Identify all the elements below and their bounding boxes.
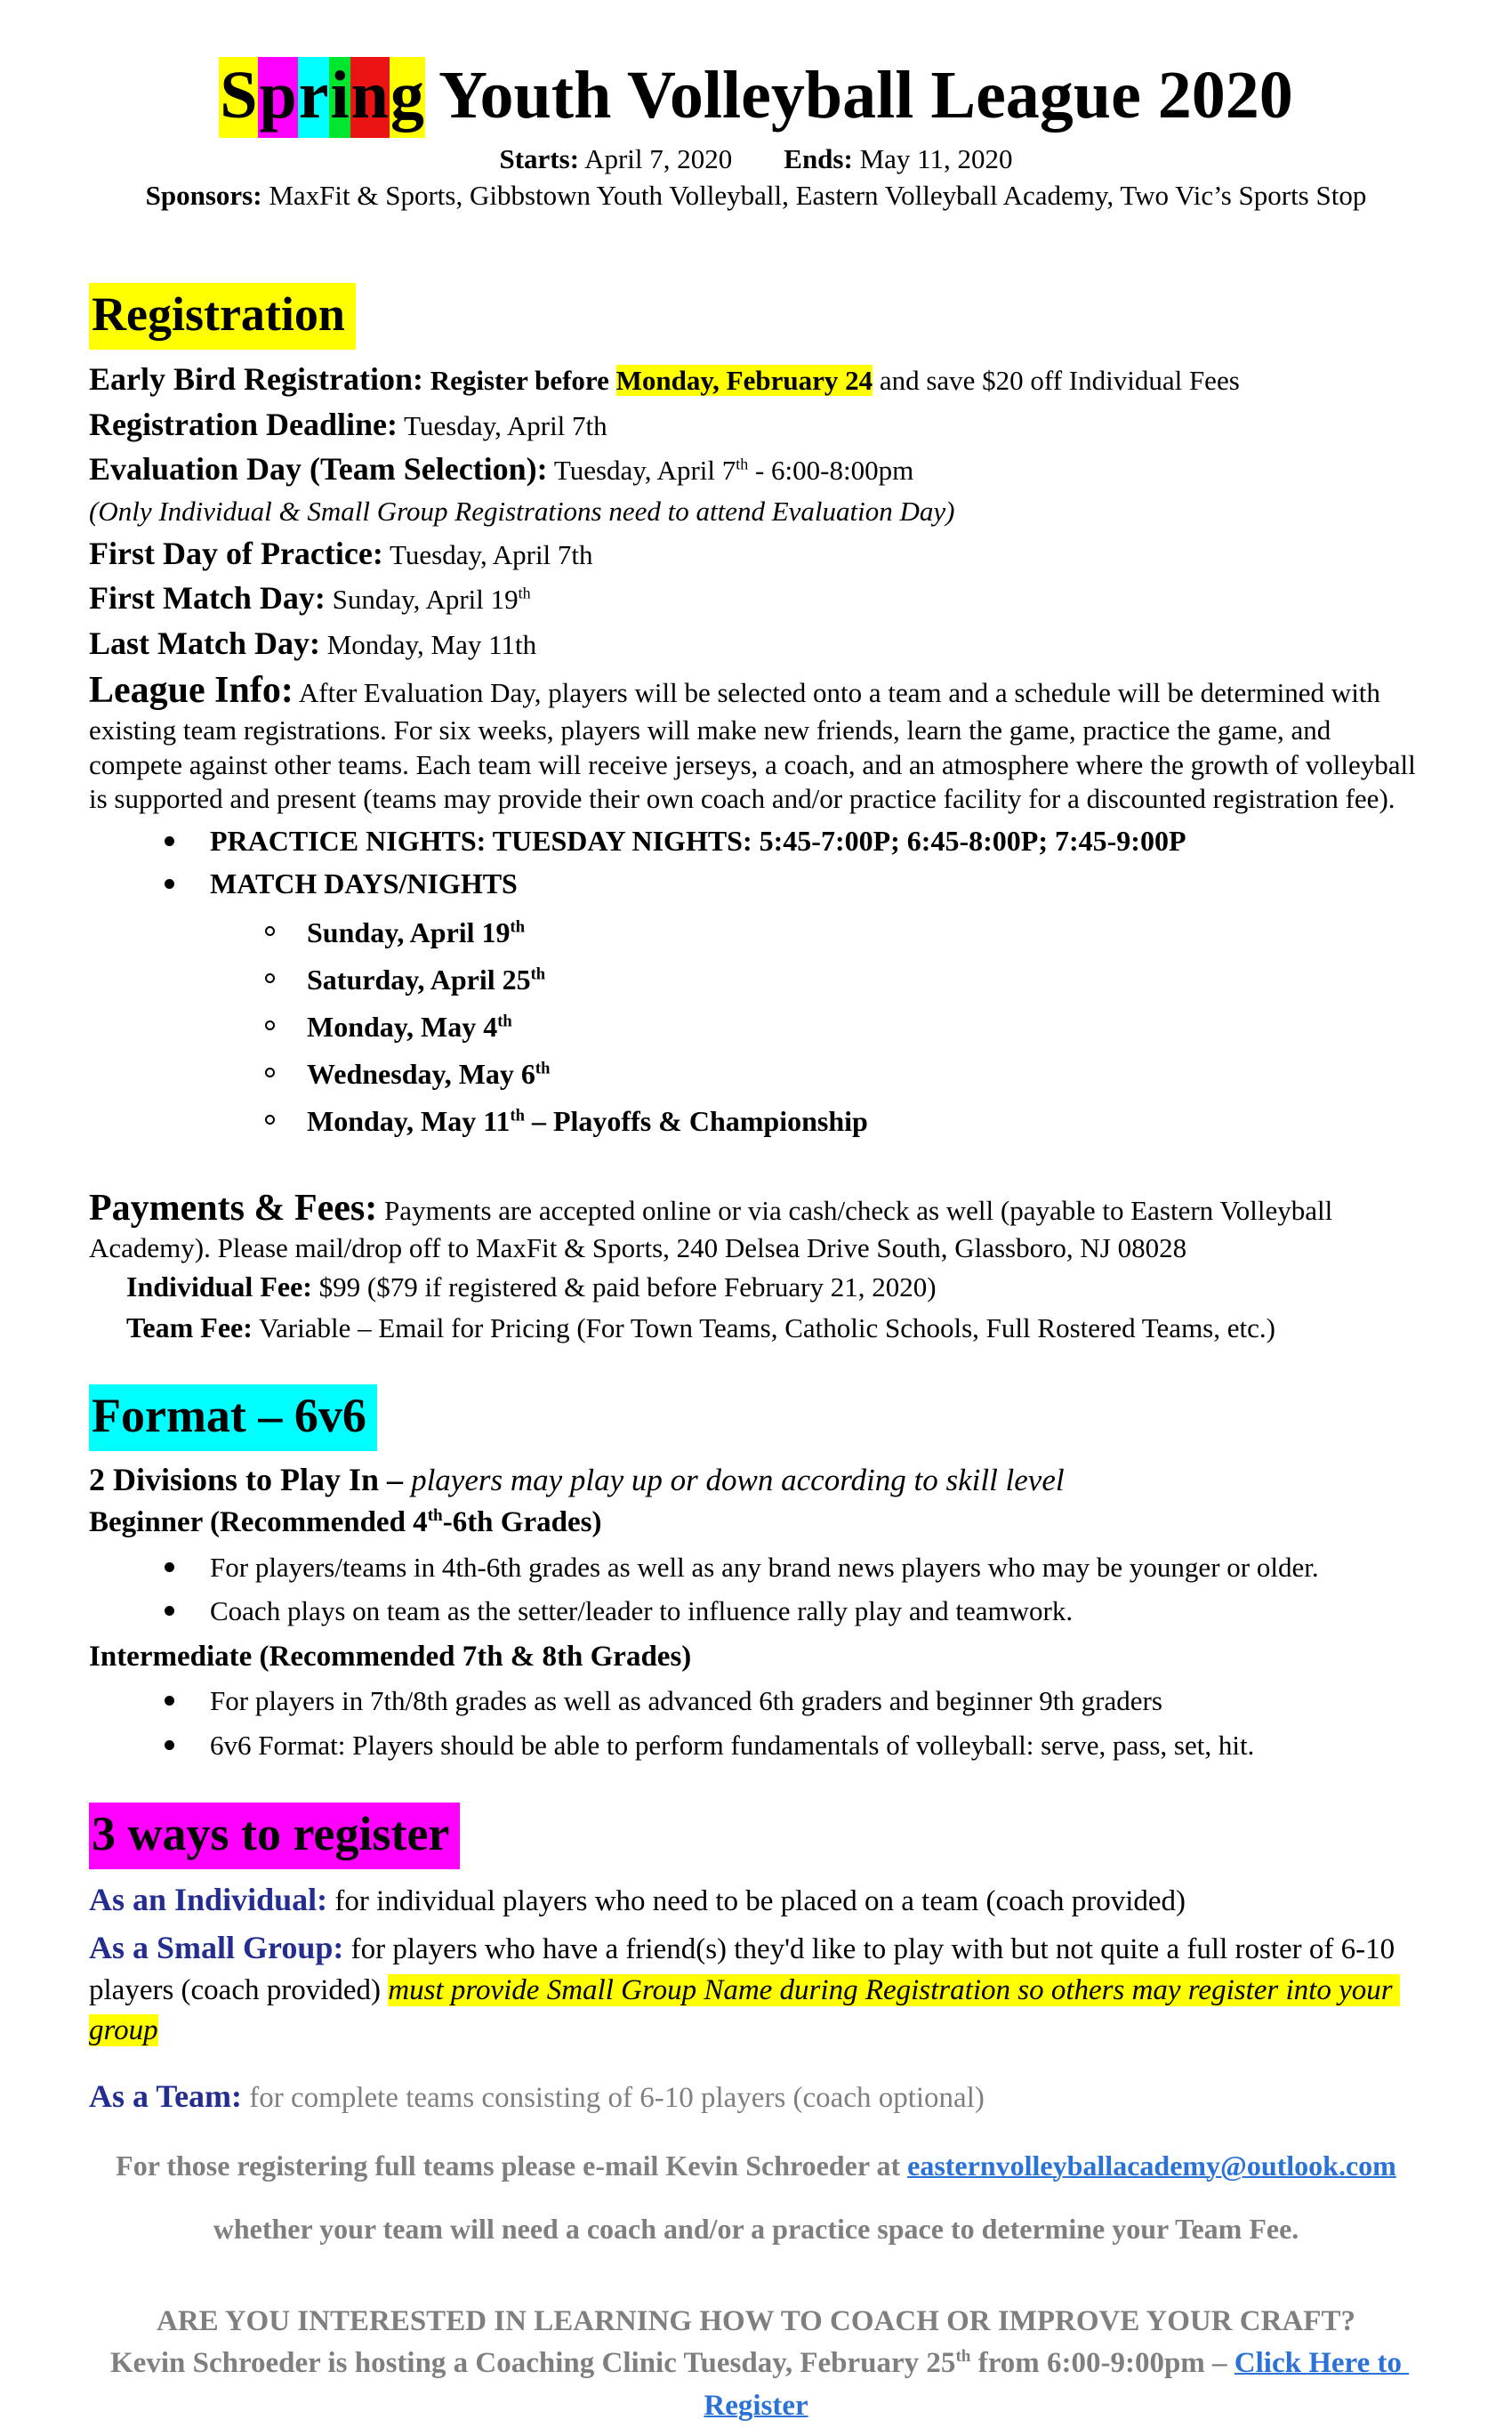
early-bird-line bbox=[89, 359, 1423, 401]
format-heading bbox=[89, 1384, 1423, 1451]
team-fee-line bbox=[89, 1309, 1423, 1347]
first-match-ordinal: th bbox=[518, 584, 531, 602]
register-heading bbox=[89, 1803, 1423, 1869]
beginner-heading bbox=[89, 1504, 1423, 1542]
match-day-date: Wednesday, May 6 bbox=[307, 1057, 535, 1090]
registration-deadline-value: Tuesday, April 7th bbox=[397, 409, 607, 441]
match-day-item bbox=[89, 1103, 1423, 1139]
payments-paragraph bbox=[89, 1185, 1423, 1266]
coaching-clinic-pre: Kevin Schroeder is hosting a Coaching Clinic Tuesday, February 25 bbox=[110, 2347, 956, 2380]
intermediate-bullet-text: 6v6 Format: Players should be able to perform fundamentals of volleyball: serve, pass, set, hit. bbox=[210, 1729, 1255, 1761]
ends-label: Ends: bbox=[784, 143, 853, 175]
practice-nights-bullet bbox=[89, 823, 1423, 860]
evaluation-day-value: Tuesday, April 7 bbox=[547, 455, 736, 487]
match-day-item bbox=[89, 962, 1423, 997]
individual-fee-line bbox=[89, 1268, 1423, 1306]
title-letter: p bbox=[258, 57, 297, 138]
first-match-line bbox=[89, 577, 1423, 620]
early-bird-mid: Register before bbox=[422, 365, 616, 397]
bullet-dot-icon bbox=[165, 1606, 174, 1616]
team-line bbox=[89, 2075, 1423, 2119]
email-link[interactable]: easternvolleyballacademy@outlook.com bbox=[907, 2149, 1396, 2182]
beginner-bullet-text: Coach plays on team as the setter/leader to influence rally play and teamwork. bbox=[210, 1595, 1074, 1627]
match-day-item bbox=[89, 1009, 1423, 1045]
match-day-ordinal: th bbox=[530, 964, 546, 984]
intermediate-bullet-item bbox=[89, 1728, 1423, 1763]
title-letter: g bbox=[390, 57, 425, 138]
payments-text: Payments are accepted online or via cash/check as well (payable to Eastern Volleyball Academy). Please mail/drop off to MaxFit & Sports, 240 Delsea Drive South, Glassboro, NJ 08028 bbox=[89, 1194, 1339, 1263]
team-desc: for complete teams consisting of 6-10 players (coach optional) bbox=[242, 2081, 985, 2114]
match-days-text: MATCH DAYS/NIGHTS bbox=[210, 867, 518, 900]
circle-bullet-icon bbox=[265, 973, 275, 983]
beginner-bullet-item bbox=[89, 1550, 1423, 1585]
small-group-line bbox=[89, 1926, 1423, 2052]
last-match-label: Last Match Day: bbox=[89, 625, 320, 661]
intermediate-heading: Intermediate (Recommended 7th & 8th Grades) bbox=[89, 1640, 692, 1673]
dates-line bbox=[89, 141, 1423, 177]
match-day-item bbox=[89, 915, 1423, 950]
match-day-ordinal: th bbox=[497, 1012, 512, 1031]
sponsors-value: MaxFit & Sports, Gibbstown Youth Volleyball, Eastern Volleyball Academy, Two Vic’s Sports Stop bbox=[261, 179, 1367, 211]
starts-value: April 7, 2020 bbox=[579, 143, 733, 175]
bullet-dot-icon bbox=[165, 1562, 174, 1572]
registration-heading bbox=[89, 283, 1423, 350]
starts-label: Starts: bbox=[499, 143, 580, 175]
early-bird-date-highlight: Monday, February 24 bbox=[615, 365, 873, 397]
beginner-heading-ordinal: th bbox=[427, 1506, 443, 1526]
title-letter: i bbox=[329, 57, 350, 138]
evaluation-day-label: Evaluation Day (Team Selection): bbox=[89, 451, 548, 488]
first-match-label: First Match Day: bbox=[89, 580, 326, 617]
coaching-clinic-mid: from 6:00-9:00pm – bbox=[970, 2347, 1235, 2380]
title-letter: n bbox=[350, 57, 390, 138]
bullet-dot-icon bbox=[165, 879, 174, 889]
register-heading-highlight: 3 ways to register bbox=[89, 1803, 460, 1869]
registration-deadline-label: Registration Deadline: bbox=[89, 406, 398, 442]
intermediate-bullet-item bbox=[89, 1683, 1423, 1719]
circle-bullet-icon bbox=[265, 926, 275, 936]
league-info-text: After Evaluation Day, players will be selected onto a team and a schedule will be determined with existing team registrations. For six weeks, players will make new friends, learn the game, practice the game, and compete against other teams. Each team will receive jerseys, a coach, and an atmosphere where the growth of volleyball is supported and present (teams may provide their own coach and/or practice facility for a discounted registration fee). bbox=[89, 677, 1423, 815]
circle-bullet-icon bbox=[265, 1115, 275, 1125]
individual-fee-value: $99 ($79 if registered & paid before February 21, 2020) bbox=[311, 1271, 937, 1303]
last-match-line bbox=[89, 623, 1423, 665]
last-match-value: Monday, May 11th bbox=[319, 628, 537, 660]
individual-label: As an Individual: bbox=[89, 1882, 328, 1918]
match-day-ordinal: th bbox=[535, 1059, 551, 1078]
early-bird-label: Early Bird Registration: bbox=[89, 361, 423, 398]
beginner-bullet-text: For players/teams in 4th-6th grades as well as any brand news players who may be younger or older. bbox=[210, 1552, 1319, 1583]
bullet-dot-icon bbox=[165, 1740, 174, 1750]
first-practice-value: Tuesday, April 7th bbox=[382, 538, 593, 570]
bullet-dot-icon bbox=[165, 836, 174, 846]
coaching-clinic-line bbox=[89, 2343, 1423, 2428]
page-title bbox=[89, 55, 1423, 138]
payments-label: Payments & Fees: bbox=[89, 1187, 378, 1229]
title-letter: r bbox=[298, 57, 330, 138]
divisions-italic-text: players may play up or down according to skill level bbox=[411, 1463, 1065, 1498]
first-match-value: Sunday, April 19 bbox=[325, 584, 519, 616]
match-day-item bbox=[89, 1056, 1423, 1092]
sponsors-line bbox=[89, 178, 1423, 214]
format-heading-highlight: Format – 6v6 bbox=[89, 1384, 377, 1451]
register-link[interactable]: Click Here to Register bbox=[704, 2347, 1410, 2423]
registration-heading-highlight: Registration bbox=[89, 283, 356, 350]
coach-question-line: ARE YOU INTERESTED IN LEARNING HOW TO COACH OR IMPROVE YOUR CRAFT? bbox=[157, 2304, 1355, 2337]
match-day-date: Sunday, April 19 bbox=[307, 916, 511, 948]
evaluation-day-line bbox=[89, 448, 1423, 491]
beginner-bullet-item bbox=[89, 1593, 1423, 1629]
small-group-label: As a Small Group: bbox=[89, 1930, 344, 1966]
team-fee-label: Team Fee: bbox=[126, 1311, 253, 1343]
league-info-paragraph bbox=[89, 667, 1423, 816]
circle-bullet-icon bbox=[265, 1020, 275, 1030]
evaluation-note: (Only Individual & Small Group Registrations need to attend Evaluation Day) bbox=[89, 495, 955, 527]
beginner-heading-post: -6th Grades) bbox=[442, 1506, 602, 1539]
match-day-date: Monday, May 4 bbox=[307, 1010, 498, 1043]
full-team-note-pre: For those registering full teams please e-mail Kevin Schroeder at bbox=[116, 2149, 908, 2182]
first-practice-label: First Day of Practice: bbox=[89, 535, 383, 571]
ends-value: May 11, 2020 bbox=[852, 143, 1013, 175]
team-fee-value: Variable – Email for Pricing (For Town Teams, Catholic Schools, Full Rostered Teams, etc.) bbox=[252, 1311, 1275, 1343]
match-days-bullet bbox=[89, 866, 1423, 903]
practice-nights-text: PRACTICE NIGHTS: TUESDAY NIGHTS: 5:45-7:00P; 6:45-8:00P; 7:45-9:00P bbox=[210, 824, 1186, 857]
small-group-desc: for players who have a friend(s) they'd like to play with but not quite a full roster of 6-10 players (coach provided) bbox=[89, 1933, 1403, 2006]
bullet-dot-icon bbox=[165, 1696, 174, 1706]
sponsors-label: Sponsors: bbox=[145, 179, 262, 211]
full-team-note-line2: whether your team will need a coach and/or a practice space to determine your Team Fee. bbox=[213, 2212, 1299, 2245]
small-group-note-highlight: must provide Small Group Name during Registration so others may register into your group bbox=[89, 1973, 1400, 2047]
individual-line bbox=[89, 1878, 1423, 1923]
individual-desc: for individual players who need to be placed on a team (coach provided) bbox=[327, 1885, 1186, 1918]
coaching-clinic-ordinal: th bbox=[955, 2347, 971, 2367]
first-practice-line bbox=[89, 533, 1423, 576]
title-letter: S bbox=[219, 57, 258, 138]
league-info-label: League Info: bbox=[89, 670, 294, 712]
match-day-ordinal: th bbox=[510, 917, 526, 937]
match-day-list bbox=[89, 915, 1423, 1139]
team-label: As a Team: bbox=[89, 2077, 243, 2114]
title-highlighted-word bbox=[219, 58, 425, 133]
match-day-date: Saturday, April 25 bbox=[307, 963, 531, 996]
evaluation-day-ordinal: th bbox=[736, 455, 749, 473]
beginner-heading-pre: Beginner (Recommended 4 bbox=[89, 1506, 428, 1539]
beginner-bullet-list bbox=[89, 1550, 1423, 1630]
match-day-date: Monday, May 11 bbox=[307, 1104, 511, 1137]
individual-fee-label: Individual Fee: bbox=[126, 1270, 312, 1303]
full-team-note-line1 bbox=[89, 2150, 1423, 2182]
divisions-line bbox=[89, 1460, 1423, 1500]
registration-deadline-line bbox=[89, 404, 1423, 447]
match-day-ordinal: th bbox=[510, 1106, 525, 1125]
divisions-bold-text: 2 Divisions to Play In – bbox=[89, 1462, 412, 1498]
match-day-suffix: – Playoffs & Championship bbox=[524, 1104, 868, 1137]
title-rest: Youth Volleyball League 2020 bbox=[438, 58, 1293, 133]
intermediate-bullet-list bbox=[89, 1683, 1423, 1763]
early-bird-tail: and save $20 off Individual Fees bbox=[873, 365, 1240, 397]
intermediate-bullet-text: For players in 7th/8th grades as well as advanced 6th graders and beginner 9th graders bbox=[210, 1685, 1162, 1717]
evaluation-day-time: - 6:00-8:00pm bbox=[748, 455, 914, 487]
circle-bullet-icon bbox=[265, 1068, 275, 1077]
